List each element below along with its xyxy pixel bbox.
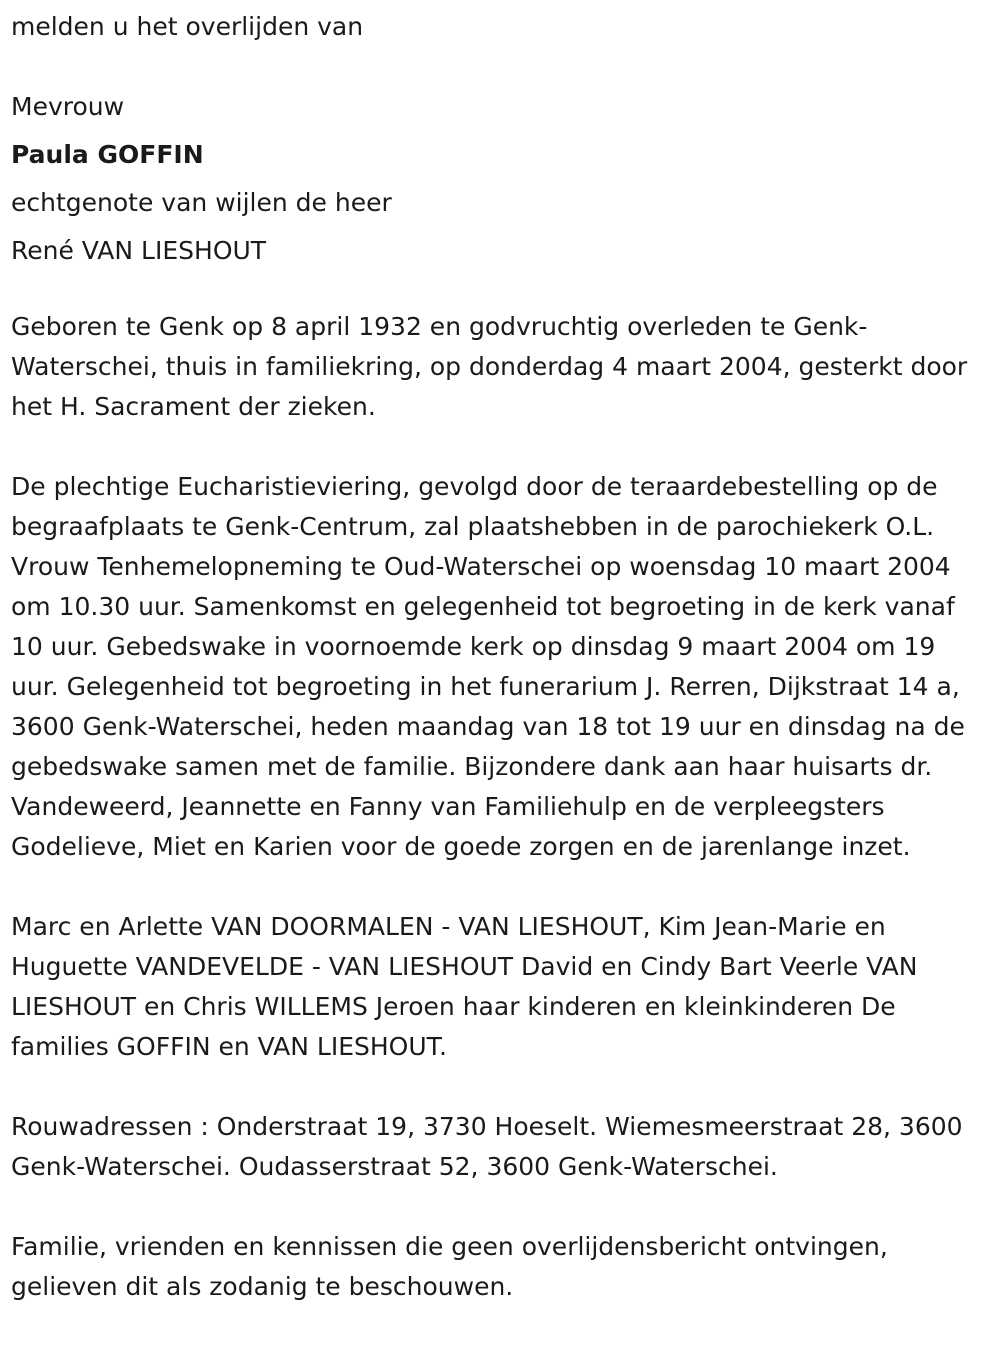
obituary-notice	[11, 0, 986, 1307]
ceremony-paragraph: De plechtige Eucharistieviering, gevolgd door de teraardebestelling op de begraafplaats te Genk-Centrum, zal plaatshebben in de parochiekerk O.L. Vrouw Tenhemelopneming te Oud-Waterschei op woensdag 10 maart 2004 om 10.30 uur. Samenkomst en gelegenheid tot begroeting in de kerk vanaf 10 uur. Gebedswake in voornoemde kerk op dinsdag 9 maart 2004 om 19 uur. Gelegenheid tot begroeting in het funerarium J. Rerren, Dijkstraat 14 a, 3600 Genk-Waterschei, heden maandag van 18 tot 19 uur en dinsdag na de gebedswake samen met de familie. Bijzondere dank aan haar huisarts dr. Vandeweerd, Jeannette en Fanny van Familiehulp en de verpleegsters Godelieve, Miet en Karien voor de goede zorgen en de jarenlange inzet.	[11, 472, 965, 861]
addresses-paragraph: Rouwadressen : Onderstraat 19, 3730 Hoeselt. Wiemesmeerstraat 28, 3600 Genk-Waterschei. Oudasserstraat 52, 3600 Genk-Waterschei.	[11, 1112, 963, 1181]
spouse-name: René VAN LIESHOUT	[11, 236, 267, 265]
spacer	[11, 51, 986, 83]
deceased-name: Paula GOFFIN	[11, 140, 204, 169]
spacer	[11, 1067, 986, 1107]
birth-death-paragraph: Geboren te Genk op 8 april 1932 en godvruchtig overleden te Genk-Waterschei, thuis in familiekring, op donderdag 4 maart 2004, gesterkt door het H. Sacrament der zieken.	[11, 312, 968, 421]
spacer	[11, 867, 986, 907]
relation-text: echtgenote van wijlen de heer	[11, 188, 392, 217]
family-paragraph: Marc en Arlette VAN DOORMALEN - VAN LIESHOUT, Kim Jean-Marie en Huguette VANDEVELDE - VAN LIESHOUT David en Cindy Bart Veerle VAN LIESHOUT en Chris WILLEMS Jeroen haar kinderen en kleinkinderen De families GOFFIN en VAN LIESHOUT.	[11, 912, 918, 1061]
spacer	[11, 275, 986, 307]
closing-paragraph: Familie, vrienden en kennissen die geen overlijdensbericht ontvingen, gelieven dit als zodanig te beschouwen.	[11, 1232, 888, 1301]
salutation: Mevrouw	[11, 92, 125, 121]
intro-text: melden u het overlijden van	[11, 12, 364, 41]
spacer	[11, 427, 986, 467]
spacer	[11, 1187, 986, 1227]
